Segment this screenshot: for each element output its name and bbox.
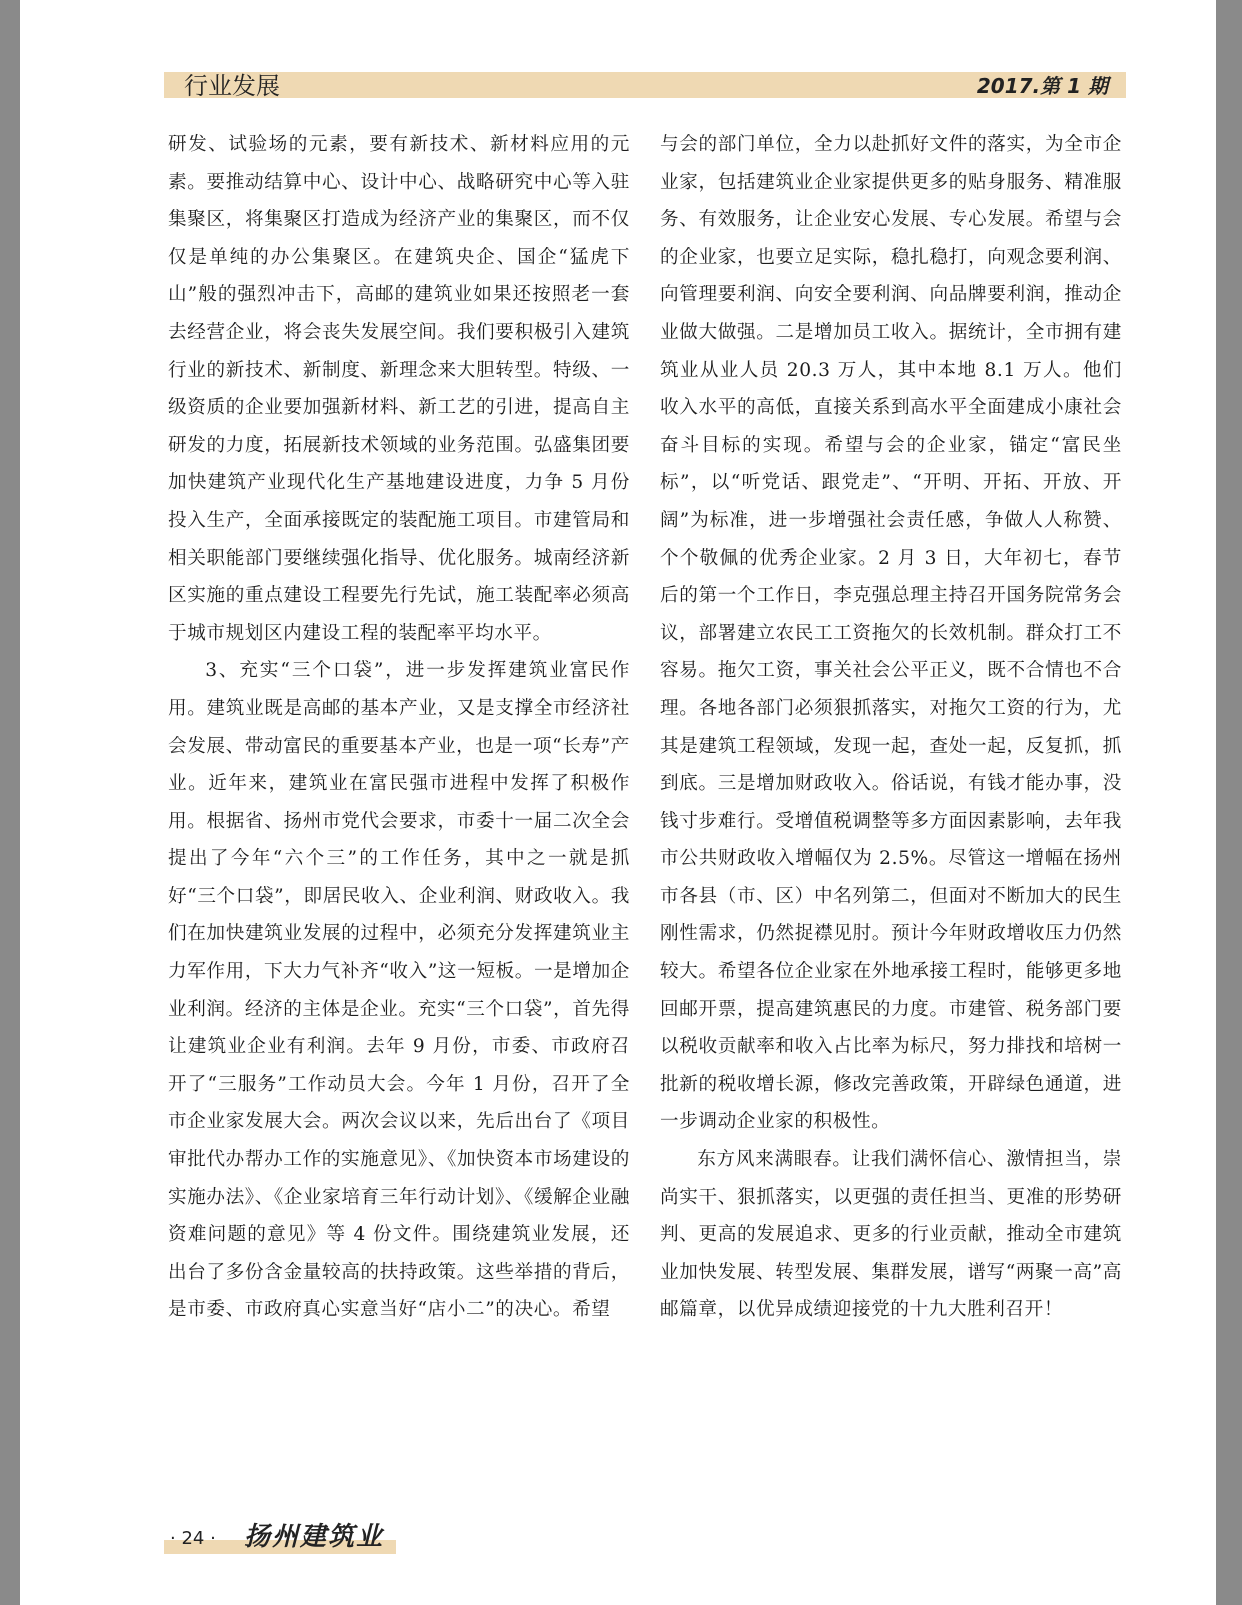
paragraph: 东方风来满眼春。让我们满怀信心、激情担当，崇尚实干、狠抓落实，以更强的责任担当、更准的形势研判、更高的发展追求、更多的行业贡献，推动全市建筑业加快发展、转型发展、集群发展，谱写“两聚一高”高邮篇章，以优异成绩迎接党的十九大胜利召开！ (660, 1149, 1122, 1321)
page-footer (164, 1522, 396, 1554)
document-page (20, 0, 1216, 1605)
paragraph: 3、充实“三个口袋”，进一步发挥建筑业富民作用。建筑业既是高邮的基本产业，又是支撑全市经济社会发展、带动富民的重要基本产业，也是一项“长寿”产业。近年来，建筑业在富民强市进程中发挥了积极作用。根据省、扬州市党代会要求，市委十一届二次全会提出了今年“六个三”的工作任务，其中之一就是抓好“三个口袋”，即居民收入、企业利润、财政收入。我们在加快建筑业发展的过程中，必须充分发挥建筑业主力军作用，下大力气补齐“收入”这一短板。一是增加企业利润。经济的主体是企业。充实“三个口袋”，首先得让建筑业企业有利润。去年 9 月份，市委、市政府召开了“三服务”工作动员大会。今年 1 月份，召开了全市企业家发展大会。两次会议以来，先后出台了《项目审批代办帮办工作的实施意见》、《加快资本市场建设的实施办法》、《企业家培育三年行动计划》、《缓解企业融资难问题的意见》等 4 份文件。围绕建筑业发展，还出台了多份含金量较高的扶持政策。这些举措的背后，是市委、市政府真心实意当好“店小二”的决心。希望 (168, 660, 630, 1321)
right-column (660, 126, 1122, 1329)
page-number: · 24 · (170, 1528, 216, 1549)
paragraph: 研发、试验场的元素，要有新技术、新材料应用的元素。要推动结算中心、设计中心、战略研究中心等入驻集聚区，将集聚区打造成为经济产业的集聚区，而不仅仅是单纯的办公集聚区。在建筑央企、国企“猛虎下山”般的强烈冲击下，高邮的建筑业如果还按照老一套去经营企业，将会丧失发展空间。我们要积极引入建筑行业的新技术、新制度、新理念来大胆转型。特级、一级资质的企业要加强新材料、新工艺的引进，提高自主研发的力度，拓展新技术领域的业务范围。弘盛集团要加快建筑产业现代化生产基地建设进度，力争 5 月份投入生产，全面承接既定的装配施工项目。市建管局和相关职能部门要继续强化指导、优化服务。城南经济新区实施的重点建设工程要先行先试，施工装配率必须高于城市规划区内建设工程的装配率平均水平。 (168, 134, 630, 644)
issue-label: 2017.第 1 期 (976, 74, 1108, 98)
paragraph: 与会的部门单位，全力以赴抓好文件的落实，为全市企业家，包括建筑业企业家提供更多的贴身服务、精准服务、有效服务，让企业安心发展、专心发展。希望与会的企业家，也要立足实际，稳扎稳打，向观念要利润、向管理要利润、向安全要利润、向品牌要利润，推动企业做大做强。二是增加员工收入。据统计，全市拥有建筑业从业人员 20.3 万人，其中本地 8.1 万人。他们收入水平的高低，直接关系到高水平全面建成小康社会奋斗目标的实现。希望与会的企业家，锚定“富民坐标”，以“听党话、跟党走”、“开明、开拓、开放、开阔”为标准，进一步增强社会责任感，争做人人称赞、个个敬佩的优秀企业家。2 月 3 日，大年初七，春节后的第一个工作日，李克强总理主持召开国务院常务会议，部署建立农民工工资拖欠的长效机制。群众打工不容易。拖欠工资，事关社会公平正义，既不合情也不合理。各地各部门必须狠抓落实，对拖欠工资的行为，尤其是建筑工程领域，发现一起，查处一起，反复抓，抓到底。三是增加财政收入。俗话说，有钱才能办事，没钱寸步难行。受增值税调整等多方面因素影响，去年我市公共财政收入增幅仅为 2.5%。尽管这一增幅在扬州市各县（市、区）中名列第二，但面对不断加大的民生刚性需求，仍然捉襟见肘。预计今年财政增收压力仍然较大。希望各位企业家在外地承接工程时，能够更多地回邮开票，提高建筑惠民的力度。市建管、税务部门要以税收贡献率和收入占比率为标尺，努力排找和培树一批新的税收增长源，修改完善政策，开辟绿色通道，进一步调动企业家的积极性。 (660, 134, 1122, 1133)
magazine-logo: 扬州建筑业 (244, 1522, 385, 1552)
section-title: 行业发展 (184, 72, 280, 100)
page-header (164, 62, 1126, 104)
left-column (168, 126, 630, 1329)
